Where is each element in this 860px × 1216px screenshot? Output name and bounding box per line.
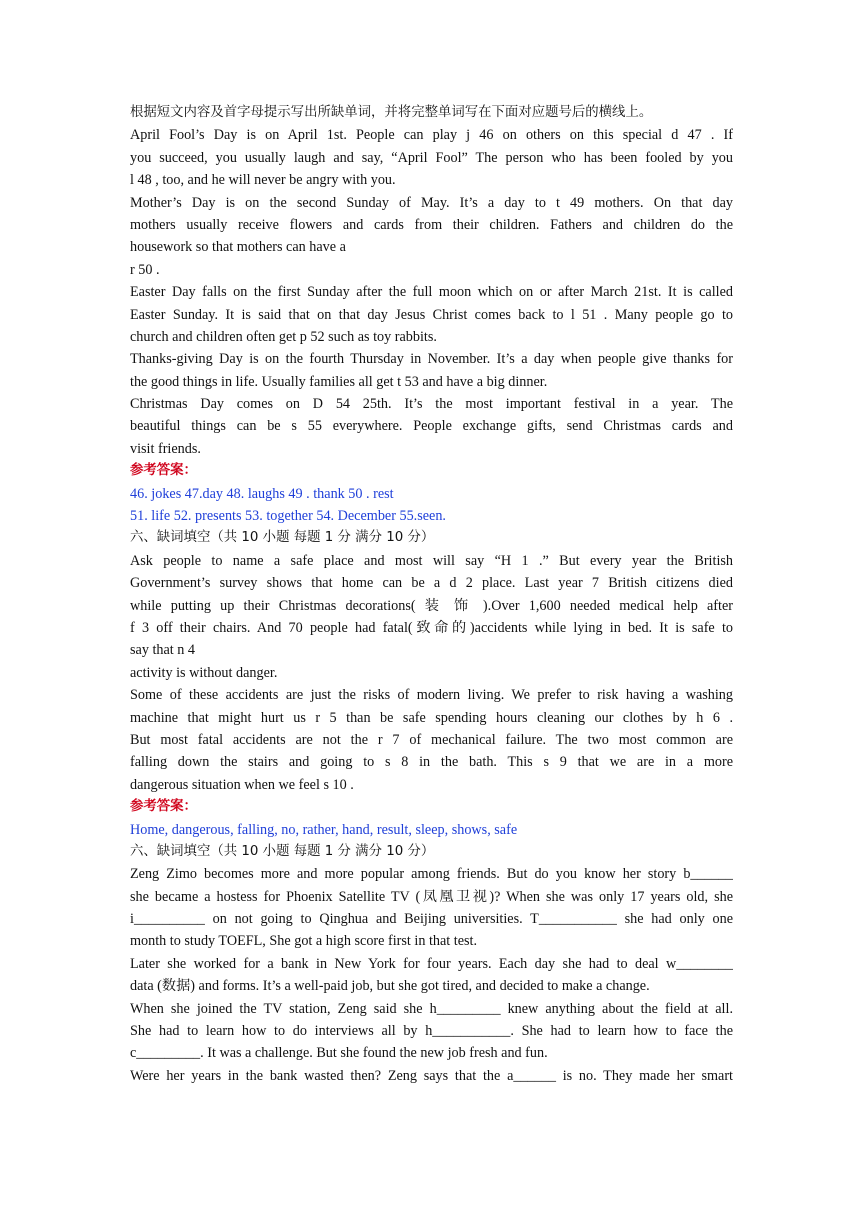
text-line: Were her years in the bank wasted then? Zeng says that the a______ is no. They made her smart	[130, 1067, 733, 1084]
text-line: i__________ on not going to Qinghua and Beijing universities. T___________ she had only one	[130, 911, 733, 928]
text-line: church and children often get p 52 such as toy rabbits.	[130, 328, 437, 345]
text-line: visit friends.	[130, 440, 201, 457]
text-line: l 48 , too, and he will never be angry with you.	[130, 172, 396, 189]
text-line: f 3 off their chairs. And 70 people had fatal(致命的)accidents while lying in bed. It is safe to	[130, 619, 733, 636]
text-line: beautiful things can be s 55 everywhere. People exchange gifts, send Christmas cards and	[130, 418, 733, 435]
text-line: 参考答案：	[130, 463, 197, 479]
text-line: Mother’s Day is on the second Sunday of May. It’s a day to t 49 mothers. On that day	[130, 194, 733, 211]
text-line: Government’s survey shows that home can be a d 2 place. Last year 7 British citizens died	[130, 575, 733, 592]
text-line: you succeed, you usually laugh and say, “April Fool” The person who has been fooled by you	[130, 149, 733, 166]
text-line: say that n 4	[130, 642, 196, 659]
text-line: Ask people to name a safe place and most will say “H 1 .” But every year the British	[130, 552, 733, 569]
text-line: Easter Sunday. It is said that on that day Jesus Christ comes back to l 51 . Many people go to	[130, 306, 733, 323]
text-line: Thanks-giving Day is on the fourth Thursday in November. It’s a day when people give thanks for	[130, 351, 733, 368]
text-line: 参考答案：	[130, 799, 197, 815]
text-line: April Fool’s Day is on April 1st. People can play j 46 on others on this special d 47 . If	[130, 127, 733, 144]
text-line: while putting up their Christmas decorations( 装 饰 ).Over 1,600 needed medical help after	[130, 597, 733, 614]
text-line: She had to learn how to do interviews all by h___________. She had to learn how to face the	[130, 1023, 733, 1040]
text-line: dangerous situation when we feel s 10 .	[130, 776, 354, 793]
text-line: Home, dangerous, falling, no, rather, hand, result, sleep, shows, safe	[130, 821, 518, 838]
text-line: activity is without danger.	[130, 664, 278, 681]
text-line: r 50 .	[130, 261, 160, 278]
text-line: the good things in life. Usually families all get t 53 and have a big dinner.	[130, 373, 548, 390]
text-line: But most fatal accidents are not the r 7 of mechanical failure. The two most common are	[130, 731, 733, 748]
text-line: month to study TOEFL, She got a high score first in that test.	[130, 933, 478, 950]
text-line: Christmas Day comes on D 54 25th. It’s the most important festival in a year. The	[130, 396, 733, 413]
text-line: falling down the stairs and going to s 8 in the bath. This s 9 that we are in a more	[130, 754, 733, 771]
text-line: When she joined the TV station, Zeng said she h_________ knew anything about the field at all.	[130, 1000, 733, 1017]
text-line: 46. jokes 47.day 48. laughs 49 . thank 50 . rest	[130, 485, 394, 502]
document-page	[130, 102, 733, 1087]
text-line: housework so that mothers can have a	[130, 239, 346, 256]
text-line: Later she worked for a bank in New York for four years. Each day she had to deal w________	[130, 955, 733, 972]
text-line: mothers usually receive flowers and cards from their children. Fathers and children do the	[130, 216, 733, 233]
text-line: 六、缺词填空（共 10 小题 每题 1 分 满分 10 分）	[130, 530, 435, 546]
text-line: 六、缺词填空（共 10 小题 每题 1 分 满分 10 分）	[130, 843, 435, 859]
text-line: she became a hostess for Phoenix Satellite TV (凤凰卫视)? When she was only 17 years old, she	[130, 888, 733, 905]
text-line: machine that might hurt us r 5 than be safe spending hours cleaning our clothes by h 6 .	[130, 709, 733, 726]
text-line: Some of these accidents are just the risks of modern living. We prefer to risk having a washing	[130, 687, 733, 704]
text-line: 51. life 52. presents 53. together 54. December 55.seen.	[130, 508, 446, 525]
text-line: data (数据) and forms. It’s a well-paid job, but she got tired, and decided to make a change.	[130, 978, 650, 995]
text-line: Easter Day falls on the first Sunday after the full moon which on or after March 21st. It is called	[130, 284, 733, 301]
text-line: 根据短文内容及首字母提示写出所缺单词，并将完整单词写在下面对应题号后的横线上。	[130, 105, 653, 120]
text-line: c_________. It was a challenge. But she found the new job fresh and fun.	[130, 1045, 548, 1062]
text-line: Zeng Zimo becomes more and more popular among friends. But do you know her story b______	[130, 866, 733, 883]
